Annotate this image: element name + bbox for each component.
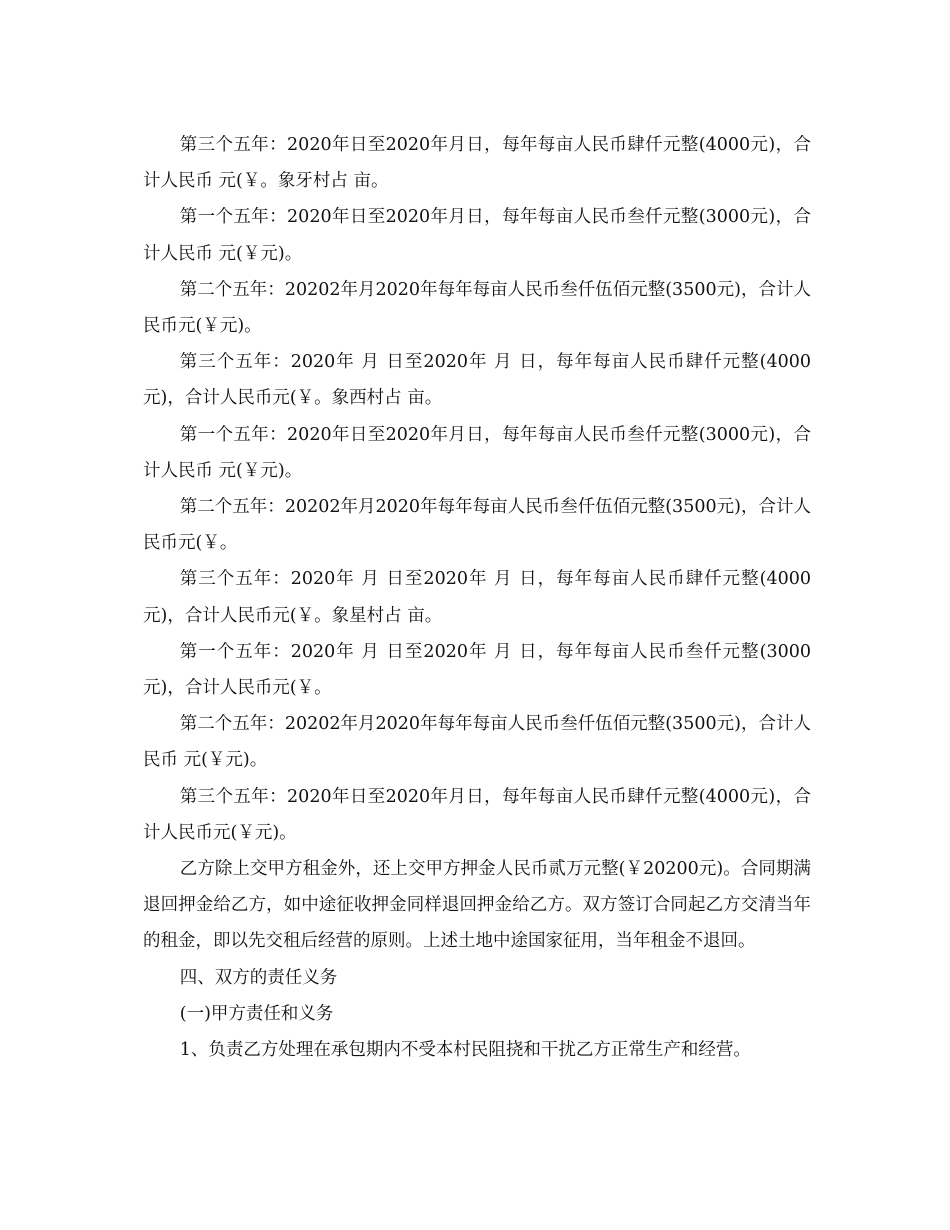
subsection-heading-party-a: (一)甲方责任和义务 xyxy=(179,1003,334,1024)
paragraph-term2-xiangxi: 第二个五年：20202年月2020年每年每亩人民币叁仟伍佰元整(3500元)，合计人民币元(￥元)。 xyxy=(143,279,811,337)
section-heading-responsibilities: 四、双方的责任义务 xyxy=(179,967,338,988)
paragraph-term2-xiangxing: 第二个五年：20202年月2020年每年每亩人民币叁仟伍佰元整(3500元)，合计人民币元(￥。 xyxy=(143,497,811,554)
paragraph-term2-next: 第二个五年：20202年月2020年每年每亩人民币叁仟伍佰元整(3500元)，合计人民币 元(￥元)。 xyxy=(143,714,811,771)
paragraph-deposit: 乙方除上交甲方租金外，还上交甲方押金人民币贰万元整(￥20200元)。合同期满退回押金给乙方，如中途征收押金同样退回押金给乙方。双方签订合同起乙方交清当年的租金，即以先交租后经营的原则。上述土地中途国家征用，当年租金不退回。 xyxy=(143,859,811,952)
paragraph-term1-xiangxi: 第一个五年：2020年日至2020年月日，每年每亩人民币叁仟元整(3000元)，合计人民币 元(￥元)。 xyxy=(143,207,811,264)
paragraph-term3-xiangxi: 第三个五年：2020年 月 日至2020年 月 日，每年每亩人民币肆仟元整(4000元)，合计人民币元(￥。象西村占 亩。 xyxy=(143,352,811,409)
paragraph-term3-xiangya: 第三个五年：2020年日至2020年月日，每年每亩人民币肆仟元整(4000元)，合计人民币 元(￥。象牙村占 亩。 xyxy=(143,135,811,192)
paragraph-term1-next: 第一个五年：2020年 月 日至2020年 月 日，每年每亩人民币叁仟元整(3000元)，合计人民币元(￥。 xyxy=(143,641,811,699)
paragraph-term3-next: 第三个五年：2020年日至2020年月日，每年每亩人民币肆仟元整(4000元)，合计人民币元(￥元)。 xyxy=(143,786,811,843)
document-body xyxy=(143,127,811,1068)
paragraph-term1-xiangxing: 第一个五年：2020年日至2020年月日，每年每亩人民币叁仟元整(3000元)，合计人民币 元(￥元)。 xyxy=(143,424,811,481)
list-item-1: 1、负责乙方处理在承包期内不受本村民阻挠和干扰乙方正常生产和经营。 xyxy=(179,1040,751,1061)
paragraph-term3-xiangxing: 第三个五年：2020年 月 日至2020年 月 日，每年每亩人民币肆仟元整(4000元)，合计人民币元(￥。象星村占 亩。 xyxy=(143,569,811,626)
